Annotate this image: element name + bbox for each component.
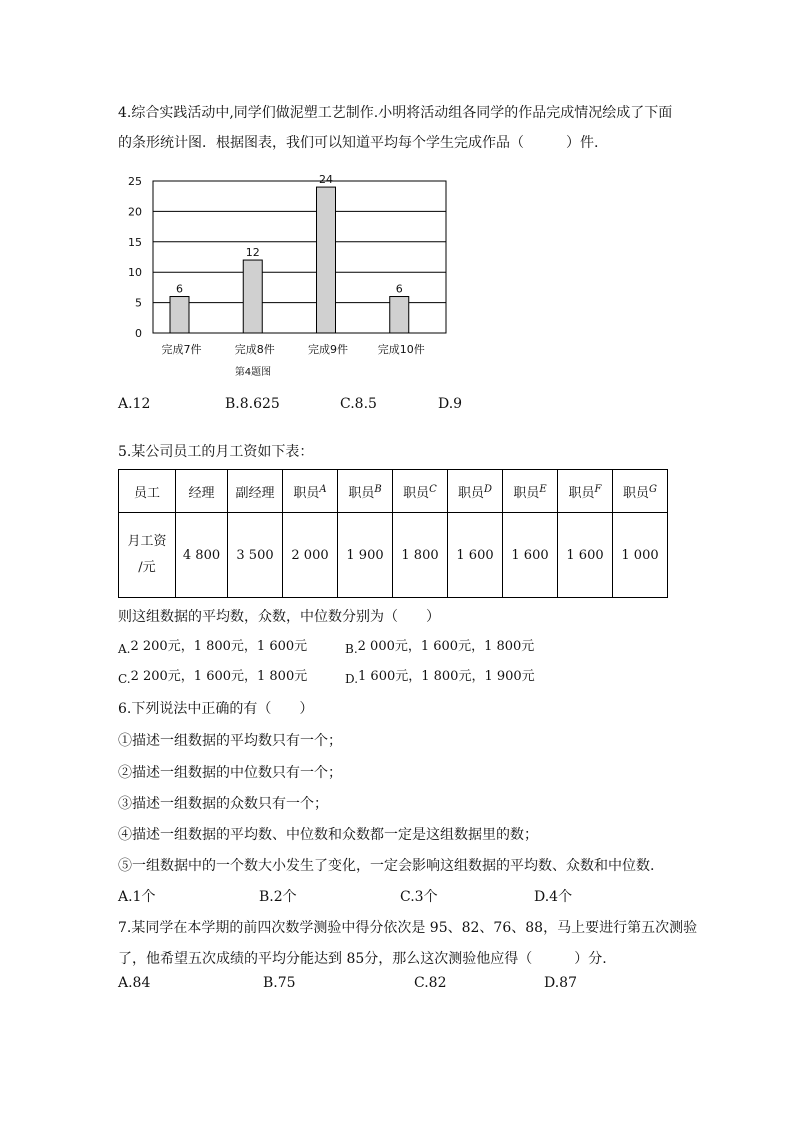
q6-option-c: C.3个 xyxy=(400,889,438,905)
value-cell: 1 600 xyxy=(448,513,503,598)
chart-caption: 第4题图 xyxy=(234,367,272,378)
q5-question: 则这组数据的平均数，众数，中位数分别为（ ） xyxy=(118,609,440,625)
bar xyxy=(170,297,189,333)
y-tick-label: 25 xyxy=(128,175,142,188)
q6-title: 6.下列说法中正确的有（ ） xyxy=(118,701,314,717)
q6-option-a: A.1个 xyxy=(118,889,156,905)
data-label: 6 xyxy=(176,282,183,296)
bar xyxy=(317,187,336,333)
row-label-cell: 月工资 /元 xyxy=(119,513,176,598)
value-cell: 1 800 xyxy=(393,513,448,598)
data-label: 24 xyxy=(319,173,333,187)
bar xyxy=(390,297,409,333)
q4-option-a: A.12 xyxy=(118,396,151,412)
header-cell: 职员$^F$ xyxy=(558,470,613,513)
x-tick-label: 完成7件 xyxy=(161,343,202,356)
header-cell: 职员$^B$ xyxy=(338,470,393,513)
q5-option-b: B.2 000元，1 600元，1 800元 xyxy=(345,639,535,656)
q6-option-d: D.4个 xyxy=(534,889,573,905)
value-cell: 1 900 xyxy=(338,513,393,598)
q6-statement: ③描述一组数据的众数只有一个； xyxy=(118,796,328,812)
value-cell: 1 000 xyxy=(613,513,668,598)
q4-option-b: B.8.625 xyxy=(225,396,280,412)
y-tick-label: 15 xyxy=(128,235,142,249)
header-cell: 职员$^D$ xyxy=(448,470,503,513)
x-tick-label: 完成8件 xyxy=(234,343,275,356)
q4-text-line1: 4.综合实践活动中,同学们做泥塑工艺制作.小明将活动组各同学的作品完成情况绘成了下面 xyxy=(118,105,673,121)
wage-table xyxy=(118,469,668,598)
value-cell: 4 800 xyxy=(176,513,228,598)
header-cell: 副经理 xyxy=(228,470,283,513)
value-cell: 3 500 xyxy=(228,513,283,598)
q7-text-line1: 7.某同学在本学期的前四次数学测验中得分依次是 95、82、76、88，马上要进行第五次测验 xyxy=(118,920,698,936)
q4-bar-chart xyxy=(115,160,460,385)
q7-option-c: C.82 xyxy=(414,975,447,991)
x-tick-label: 完成9件 xyxy=(308,343,348,356)
q6-statement: ⑤一组数据中的一个数大小发生了变化，一定会影响这组数据的平均数、众数和中位数. xyxy=(118,858,655,874)
q6-statement: ①描述一组数据的平均数只有一个； xyxy=(118,733,342,749)
y-tick-label: 20 xyxy=(128,205,142,219)
q4-text-line2: 的条形统计图．根据图表，我们可以知道平均每个学生完成作品（ ）件. xyxy=(118,135,599,151)
y-tick-label: 5 xyxy=(135,296,142,310)
q7-option-d: D.87 xyxy=(544,975,577,991)
header-cell: 职员$^C$ xyxy=(393,470,448,513)
q7-option-a: A.84 xyxy=(118,975,151,991)
header-cell: 职员$^E$ xyxy=(503,470,558,513)
data-label: 6 xyxy=(395,282,403,296)
q6-statement: ④描述一组数据的平均数、中位数和众数都一定是这组数据里的数； xyxy=(118,827,538,843)
header-cell: 职员$^A$ xyxy=(283,470,338,513)
value-cell: 1 600 xyxy=(503,513,558,598)
wage-table-header-row xyxy=(119,470,668,513)
data-label: 12 xyxy=(245,246,260,260)
q7-option-b: B.75 xyxy=(263,975,296,991)
header-cell: 员工 xyxy=(119,470,176,513)
header-cell: 职员$^G$ xyxy=(613,470,668,513)
y-tick-label: 10 xyxy=(128,266,142,280)
q5-intro: 5.某公司员工的月工资如下表： xyxy=(118,444,314,460)
q6-option-b: B.2个 xyxy=(259,889,297,905)
header-cell: 经理 xyxy=(176,470,228,513)
q5-option-a: A.2 200元，1 800元，1 600元 xyxy=(118,639,308,656)
wage-table-value-row xyxy=(119,513,668,598)
q5-option-d: D.1 600元，1 800元，1 900元 xyxy=(345,669,535,686)
x-tick-label: 完成10件 xyxy=(377,343,425,356)
q4-option-c: C.8.5 xyxy=(340,396,377,412)
value-cell: 1 600 xyxy=(558,513,613,598)
value-cell: 2 000 xyxy=(283,513,338,598)
bar xyxy=(243,260,262,333)
q5-option-c: C.2 200元，1 600元，1 800元 xyxy=(118,669,308,686)
q4-option-d: D.9 xyxy=(438,396,463,412)
y-tick-label: 0 xyxy=(135,327,142,340)
q6-statement: ②描述一组数据的中位数只有一个； xyxy=(118,765,342,781)
q7-text-line2: 了，他希望五次成绩的平均分能达到 85分，那么这次测验他应得（ ）分. xyxy=(118,951,607,967)
